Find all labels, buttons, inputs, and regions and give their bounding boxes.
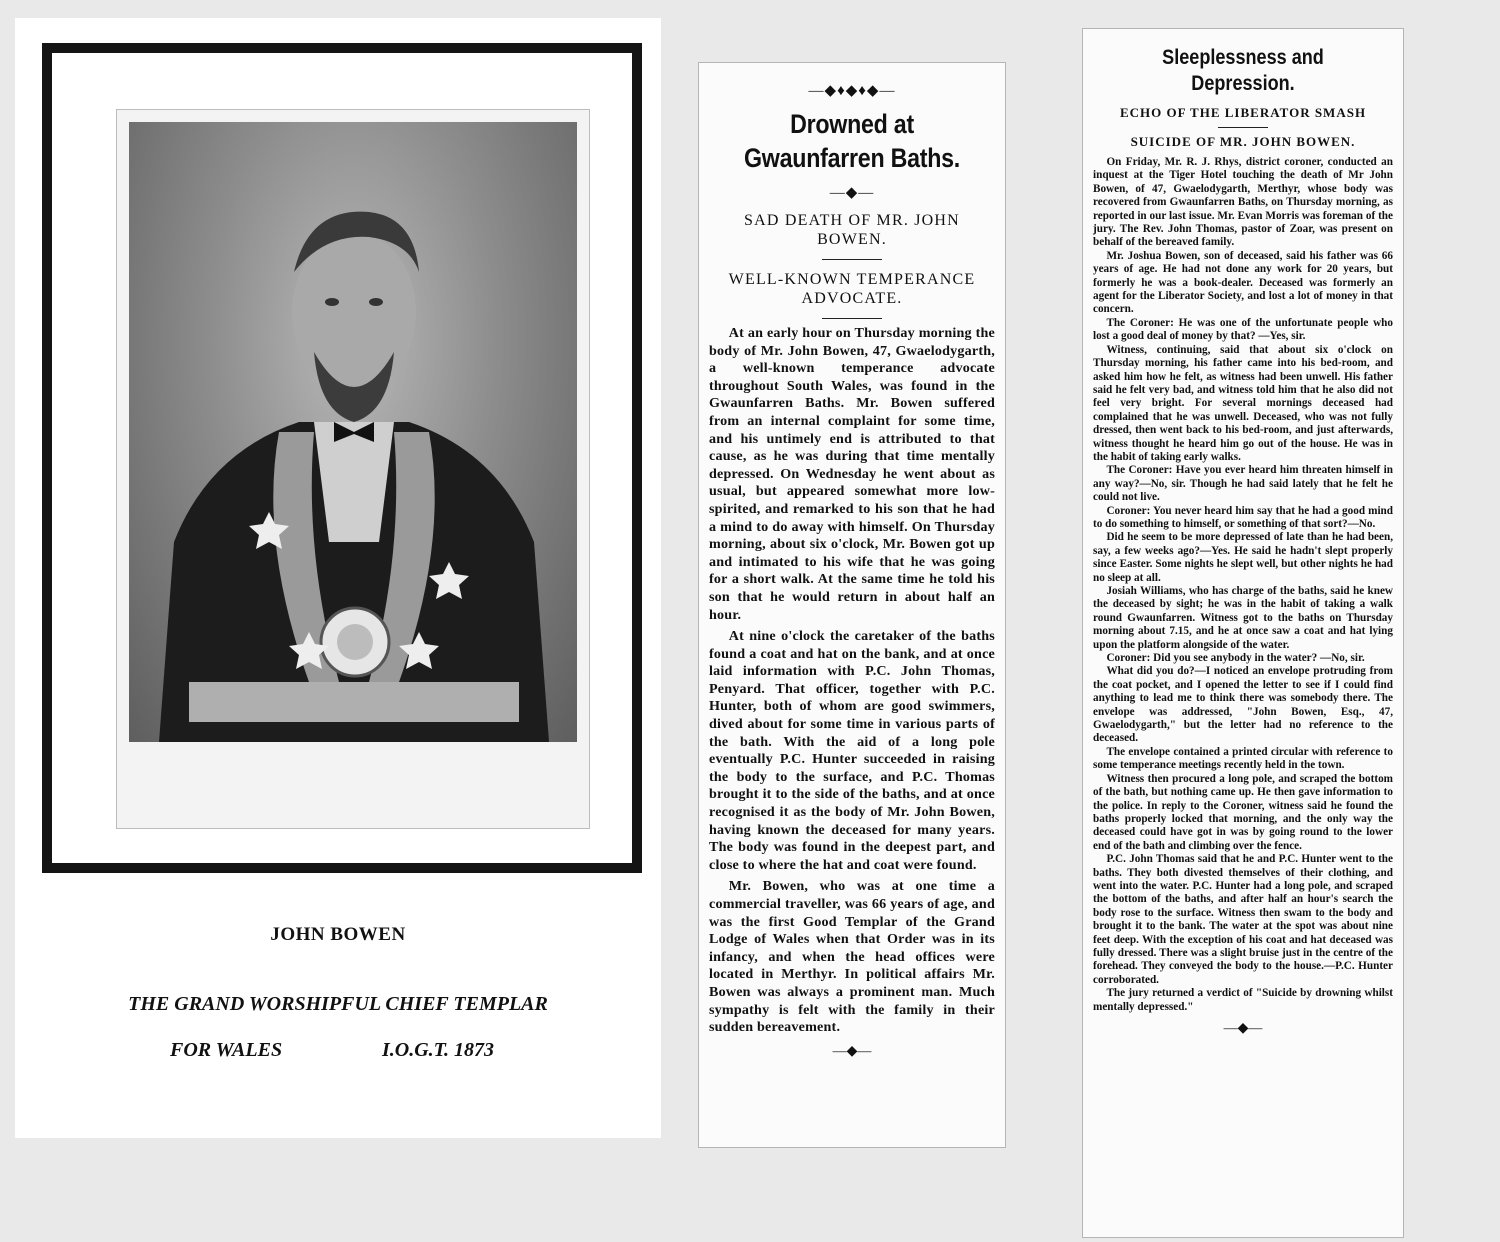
paragraph: At an early hour on Thursday morning the body of Mr. John Bowen, 47, Gwaelodygarth, a well-known temperance advocate throughout South Wales, was found in the Gwaunfarren Baths. Mr. Bowen suffered from an internal complaint for some time, and his untimely end is attributed to that cause, as he was during that time mentally depressed. On Wednesday he went about as usual, but appeared somewhat more low-spirited, and remarked to his son that he had a mind to do away with himself. On Thursday morning, about six o'clock, Mr. Bowen got up and intimated to his wife that he was going for a short walk. At the same time he told his son that he would return in about half an hour. — [709, 325, 995, 623]
paragraph: Josiah Williams, who has charge of the baths, said he knew the deceased by sight; he was in the habit of taking a walk round Gwaunfarren. Witness got to the baths on Thursday morning about 7.15, and he at once saw a coat and hat lying upon the platform alongside of the water. — [1093, 585, 1393, 651]
subheading-suicide: SUICIDE OF MR. JOHN BOWEN. — [1130, 134, 1356, 149]
caption-name: JOHN BOWEN — [270, 924, 406, 945]
newspaper-clipping-inquest — [1082, 28, 1404, 1238]
headline-sleeplessness: Sleeplessness and Depression. — [1162, 46, 1324, 95]
divider — [822, 259, 882, 260]
portrait-figure — [129, 122, 577, 742]
caption-title: THE GRAND WORSHIPFUL CHIEF TEMPLAR — [128, 993, 548, 1015]
paragraph: Mr. Bowen, who was at one time a commercial traveller, was 66 years of age, and was the first Good Templar of the Grand Lodge of Wales when that Order was in its infancy, and when the head offices were located in Merthyr. In political affairs Mr. Bowen was always a prominent man. Much sympathy is felt with the family in their sudden bereavement. — [709, 878, 995, 1036]
paragraph: At nine o'clock the caretaker of the baths found a coat and hat on the bank, and at once laid information with P.C. John Thomas, Penyard. That officer, together with P.C. Hunter, both of whom are good swimmers, dived about for some time in various parts of the bath. With the aid of a long pole eventually P.C. Hunter succeeded in raising the body to the surface, and P.C. Thomas brought it to the side of the baths, and at once recognised it as the body of Mr. John Bowen, having known the deceased for many years. The body was found in the deepest part, and close to where the hat and coat were found. — [709, 628, 995, 873]
headline-drowned: Drowned at Gwaunfarren Baths. — [744, 109, 960, 173]
paragraph: Coroner: You never heard him say that he had a good mind to do something to himself, or something of that sort?—No. — [1093, 504, 1393, 530]
end-ornament: —◆— — [832, 1043, 872, 1059]
subheading-liberator: ECHO OF THE LIBERATOR SMASH — [1119, 105, 1367, 120]
portrait-card — [15, 18, 661, 1138]
paragraph: The envelope contained a printed circular with reference to some temperance meetings recently held in the town. — [1093, 745, 1393, 772]
paragraph: Coroner: Did you see anybody in the water? —No, sir. — [1106, 652, 1365, 665]
newspaper-clipping-drowned — [698, 62, 1006, 1148]
divider — [1218, 127, 1268, 128]
top-ornament: —◆♦◆♦◆— — [808, 83, 896, 99]
end-ornament: —◆— — [1223, 1021, 1263, 1036]
photo-frame — [42, 43, 642, 873]
caption-org-year: I.O.G.T. 1873 — [382, 1039, 495, 1061]
portrait-photo — [129, 122, 577, 742]
paragraph: Witness, continuing, said that about six o'clock on Thursday morning, his father came into his bed-room, and asked him how he felt, as witness had been unwell. His father said he felt very bad, and witness told him that he also did not feel very bright. For several mornings deceased had complained that he was unwell. Deceased, who was not fully dressed, then went back to his bed-room, and just afterwards, witness thought he heard him go out of the house. He was in the habit of taking early walks. — [1093, 343, 1393, 463]
paragraph: The jury returned a verdict of "Suicide by drowning whilst mentally depressed." — [1093, 987, 1393, 1013]
article-body — [1093, 156, 1393, 1014]
subheading-sad-death: SAD DEATH OF MR. JOHN BOWEN. — [744, 212, 960, 248]
caption-region: FOR WALES — [170, 1039, 283, 1061]
paragraph: On Friday, Mr. R. J. Rhys, district coroner, conducted an inquest at the Tiger Hotel touching the death of Mr John Bowen, of 47, Gwaelodygarth, Merthyr, whose body was recovered from Gwaunfarren Baths, on Thursday morning, as reported in our last issue. Mr. Evan Morris was foreman of the jury. The Rev. John Thomas, pastor of Zoar, was present on behalf of the bereaved family. — [1093, 156, 1393, 249]
subheading-temperance: WELL-KNOWN TEMPERANCE ADVOCATE. — [728, 271, 976, 307]
paragraph: The Coroner: He was one of the unfortunate people who lost a good deal of money by that? —Yes, sir. — [1093, 316, 1393, 343]
paragraph: P.C. John Thomas said that he and P.C. Hunter went to the baths. They both divested themselves of their clothing, and went into the water. P.C. Hunter had a long pole, and scraped the bottom of the baths, and after half an hour's search the body rose to the surface. Witness then swam to the body and brought it to the bank. The water at the spot was about nine feet deep. With the exception of his coat and hat deceased was fully dressed. There was a slight bruise just in the centre of the forehead. They conveyed the body to the house.—P.C. Hunter corroborated. — [1093, 853, 1393, 986]
paragraph: Witness then procured a long pole, and scraped the bottom of the bath, but nothing came up. He then gave information to the police. In reply to the Coroner, witness said he found the baths properly locked that morning, and the only way the deceased could have got in was by going round to the lower end of the bath and climbing over the fence. — [1093, 772, 1393, 852]
small-ornament: —◆— — [829, 185, 875, 201]
paragraph: Did he seem to be more depressed of late than he had been, say, a few weeks ago?—Yes. He said he hadn't slept properly since Easter. Some nights he slept well, but other nights he had no sleep at all. — [1093, 531, 1393, 584]
article-body — [709, 325, 995, 1037]
paragraph: Mr. Joshua Bowen, son of deceased, said his father was 66 years of age. He had not done any work for 20 years, but formerly he was a book-dealer. Deceased was formerly an agent for the Liberator Society, and lost a lot of money in that concern. — [1093, 249, 1393, 316]
photo-mount — [116, 109, 590, 829]
paragraph: The Coroner: Have you ever heard him threaten himself in any way?—No, sir. Though he had said lately that he felt he could not live. — [1093, 464, 1393, 504]
paragraph: What did you do?—I noticed an envelope protruding from the coat pocket, and I opened the letter to see if I could find anything to lead me to think there was somebody there. The envelope was addressed, "John Bowen, Esq., 47, Gwaelodygarth," but the letter had no reference to the deceased. — [1093, 665, 1393, 745]
divider — [822, 318, 882, 319]
